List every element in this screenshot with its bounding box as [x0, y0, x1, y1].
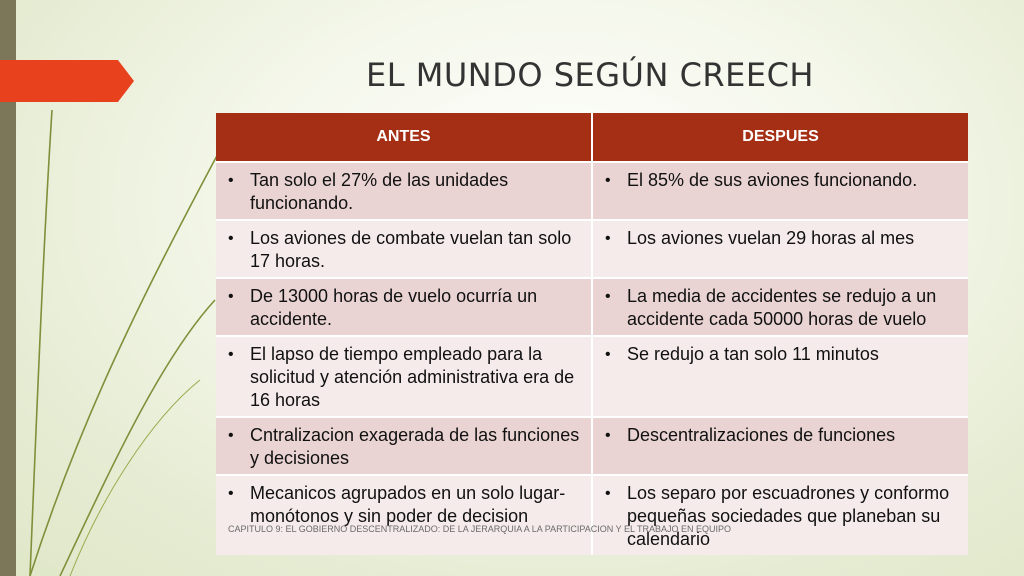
table-row: [216, 475, 968, 555]
table-cell-despues: • Descentralizaciones de funciones: [592, 417, 968, 475]
table-row: [216, 162, 968, 220]
column-header-antes: ANTES: [216, 113, 592, 162]
table-cell-despues: • La media de accidentes se redujo a un accidente cada 50000 horas de vuelo: [592, 278, 968, 336]
slide-title: EL MUNDO SEGÚN CREECH: [366, 56, 814, 94]
table-cell-antes: • El lapso de tiempo empleado para la solicitud y atención administrativa era de 16 horas: [216, 336, 592, 417]
table-cell-antes: • Tan solo el 27% de las unidades funcionando.: [216, 162, 592, 220]
column-header-despues: DESPUES: [592, 113, 968, 162]
table-header-row: [216, 113, 968, 162]
table-cell-antes: • De 13000 horas de vuelo ocurría un accidente.: [216, 278, 592, 336]
table-row: [216, 278, 968, 336]
table-cell-antes: • Cntralizacion exagerada de las funciones y decisiones: [216, 417, 592, 475]
table-row: [216, 417, 968, 475]
table-cell-antes: • Mecanicos agrupados en un solo lugar-monótonos y sin poder de decision: [216, 475, 592, 555]
table-cell-despues: • Los separo por escuadrones y conformo pequeñas sociedades que planeban su calendario: [592, 475, 968, 555]
table-row: [216, 336, 968, 417]
comparison-table: [216, 113, 968, 555]
table-row: [216, 220, 968, 278]
table-cell-despues: • Se redujo a tan solo 11 minutos: [592, 336, 968, 417]
table-cell-despues: • El 85% de sus aviones funcionando.: [592, 162, 968, 220]
table-cell-despues: • Los aviones vuelan 29 horas al mes: [592, 220, 968, 278]
slide-footer: CAPITULO 9: EL GOBIERNO DESCENTRALIZADO: DE LA JERARQUIA A LA PARTICIPACION Y EL TRABAJO EN EQUIPO: [228, 524, 731, 534]
line-decoration: [0, 0, 240, 576]
table-cell-antes: • Los aviones de combate vuelan tan solo 17 horas.: [216, 220, 592, 278]
